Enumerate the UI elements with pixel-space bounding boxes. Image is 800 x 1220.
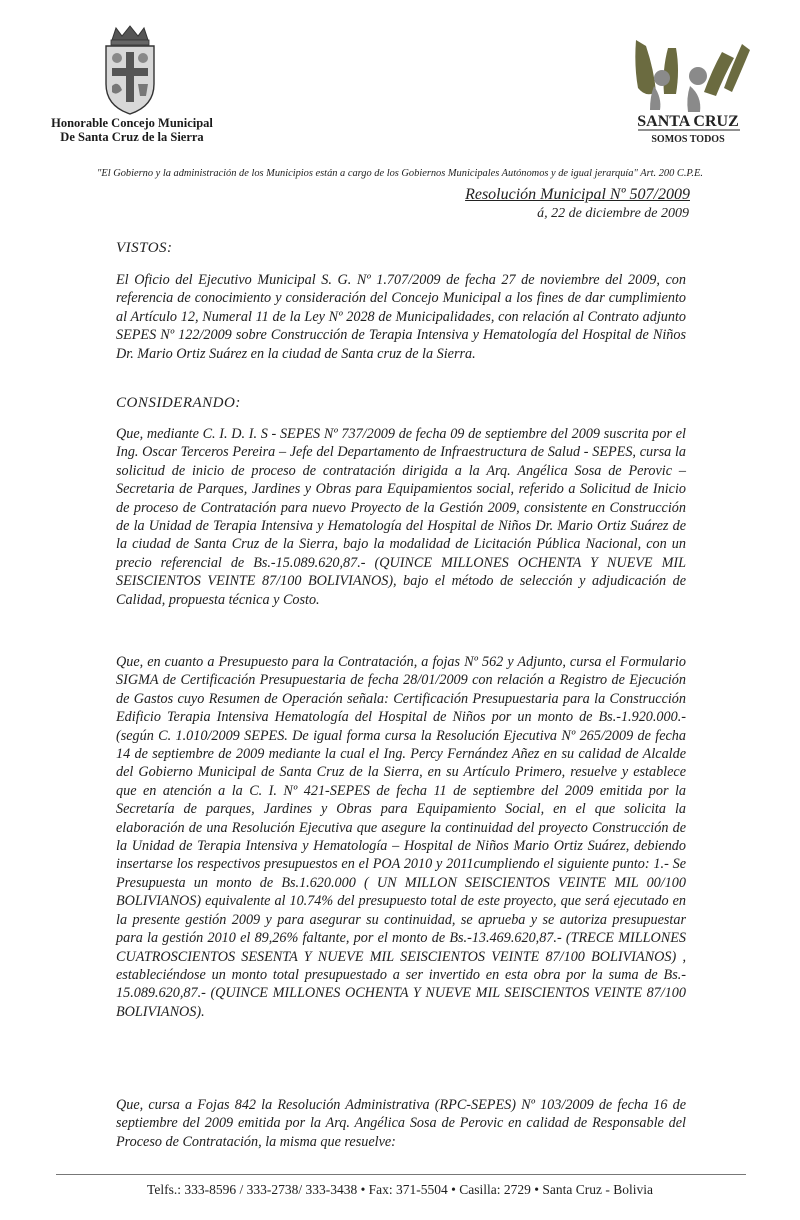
considerando-paragraph-1: Que, mediante C. I. D. I. S - SEPES Nº 737/2009 de fecha 09 de septiembre del 2009 suscrita por el Ing. Oscar Terceros Pereira – Jefe del Departamento de Infraestructura de Salud - SEPES, cursa la solicitud de inicio de proceso de contratación dirigida a la Arq. Angélica Sosa de Perovic – Secretaria de Parques, Jardines y Obras para Equipamientos social, referido a Solicitud de Inicio de proceso de Contratación para nuevo Proyecto de la Gestión 2009, consistente en Construcción de la Unidad de Terapia Intensiva y Hematología del Hospital de Niños Dr. Mario Ortiz Suárez de la ciudad de Santa Cruz de la Sierra, bajo la modalidad de Licitación Pública Nacional, con un precio referencial de Bs.-15.089.620,87.- (QUINCE MILLONES OCHENTA Y NUEVE MIL SEISCIENTOS VEINTE 87/100 BOLIVIANOS), bajo el método de selección y adjudicación de Calidad, propuesta técnica y Costo. bbox=[116, 426, 686, 608]
logo-wordmark: SANTA CRUZ bbox=[637, 113, 739, 130]
constitution-quote: "El Gobierno y la administración de los Municipios están a cargo de los Gobiernos Municipales Autónomos y de igual jerarquía" Art. 200 C.P.E. bbox=[97, 168, 703, 179]
footer-contact: Telfs.: 333-8596 / 333-2738/ 333-3438 • Fax: 371-5504 • Casilla: 2729 • Santa Cruz - Bolivia bbox=[147, 1182, 653, 1197]
santa-cruz-somos-todos-logo bbox=[624, 40, 754, 148]
municipal-crest-logo bbox=[100, 24, 160, 116]
vistos-paragraph: El Oficio del Ejecutivo Municipal S. G. Nº 1.707/2009 de fecha 27 de noviembre del 2009, con referencia de conocimiento y consideración del Concejo Municipal a los fines de dar cumplimiento al Artículo 12, Numeral 11 de la Ley Nº 2028 de Municipalidades, con relación al Contrato adjunto SEPES Nº 122/2009 sobre Construcción de Terapia Intensiva y Hematología del Hospital de Niños Dr. Mario Ortiz Suárez en la ciudad de Santa cruz de la Sierra. bbox=[116, 272, 686, 362]
resolution-date: á, 22 de diciembre de 2009 bbox=[537, 206, 689, 221]
considerando-heading: CONSIDERANDO: bbox=[116, 395, 241, 411]
council-name bbox=[40, 116, 224, 144]
council-name-line2: De Santa Cruz de la Sierra bbox=[60, 130, 204, 144]
considerando-paragraph-2: Que, en cuanto a Presupuesto para la Contratación, a fojas Nº 562 y Adjunto, cursa el Formulario SIGMA de Certificación Presupuestaria de fecha 28/01/2009 con relación a Registro de Ejecución de Gastos cuyo Resumen de Operación señala: Certificación Presupuestaria para la Construcción Edificio Terapia Intensiva Hematología del Hospital de Niños por un monto de Bs.-1.920.000.- (según C. 1.010/2009 SEPES. De igual forma cursa la Resolución Ejecutiva Nº 265/2009 de fecha 14 de septiembre de 2009 mediante la cual el Ing. Percy Fernández Añez en su calidad de Alcalde del Gobierno Municipal de Santa Cruz de la Sierra, en su Artículo Primero, resuelve y establece que en atención a la C. I. Nº 421-SEPES de fecha 11 de septiembre del 2009 emitida por la Secretaría de parques, Jardines y Obras para Equipamiento Social, en el que solicita la elaboración de una Resolución Ejecutiva que asegure la continuidad del proyecto Construcción de la Unidad de Terapia Intensiva y Hematología – Hospital de Niños Mario Ortiz Suárez, debiendo insertarse los respectivos presupuestos en el POA 2010 y 2011cumpliendo el siguiente punto: 1.- Se Presupuesta un monto de Bs.1.620.000 ( UN MILLON SEISCIENTOS VEINTE MIL 00/100 BOLIVIANOS) equivalente al 10.74% del presupuesto total de este proyecto, que será ejecutado en la presente gestión 2009 y para asegurar su continuidad, se aprueba y se autoriza presupuestar para la gestión 2010 el 89,26% faltante, por el monto de Bs.-13.469.620,87.- (TRECE MILLONES CUATROSCIENTOS SESENTA Y NUEVE MIL SEISCIENTOS VEINTE 87/100 BOLIVIANOS) , estableciéndose un monto total presupuestado a ser invertido en esta obra por la suma de Bs.- 15.089.620,87.- (QUINCE MILLONES OCHENTA Y NUEVE MIL SEISCIENTOS VEINTE 87/100 BOLIVIANOS). bbox=[116, 654, 686, 1020]
logo-tagline: SOMOS TODOS bbox=[651, 134, 725, 145]
vistos-heading: VISTOS: bbox=[116, 240, 173, 256]
considerando-paragraph-3: Que, cursa a Fojas 842 la Resolución Administrativa (RPC-SEPES) Nº 103/2009 de fecha 16 de septiembre del 2009 emitida por la Arq. Angélica Sosa de Perovic en calidad de Responsable del Proceso de Contratación, la misma que resuelve: bbox=[116, 1097, 686, 1150]
council-name-line1: Honorable Concejo Municipal bbox=[51, 116, 213, 130]
resolution-title: Resolución Municipal Nº 507/2009 bbox=[465, 186, 690, 203]
footer-divider bbox=[56, 1174, 746, 1175]
